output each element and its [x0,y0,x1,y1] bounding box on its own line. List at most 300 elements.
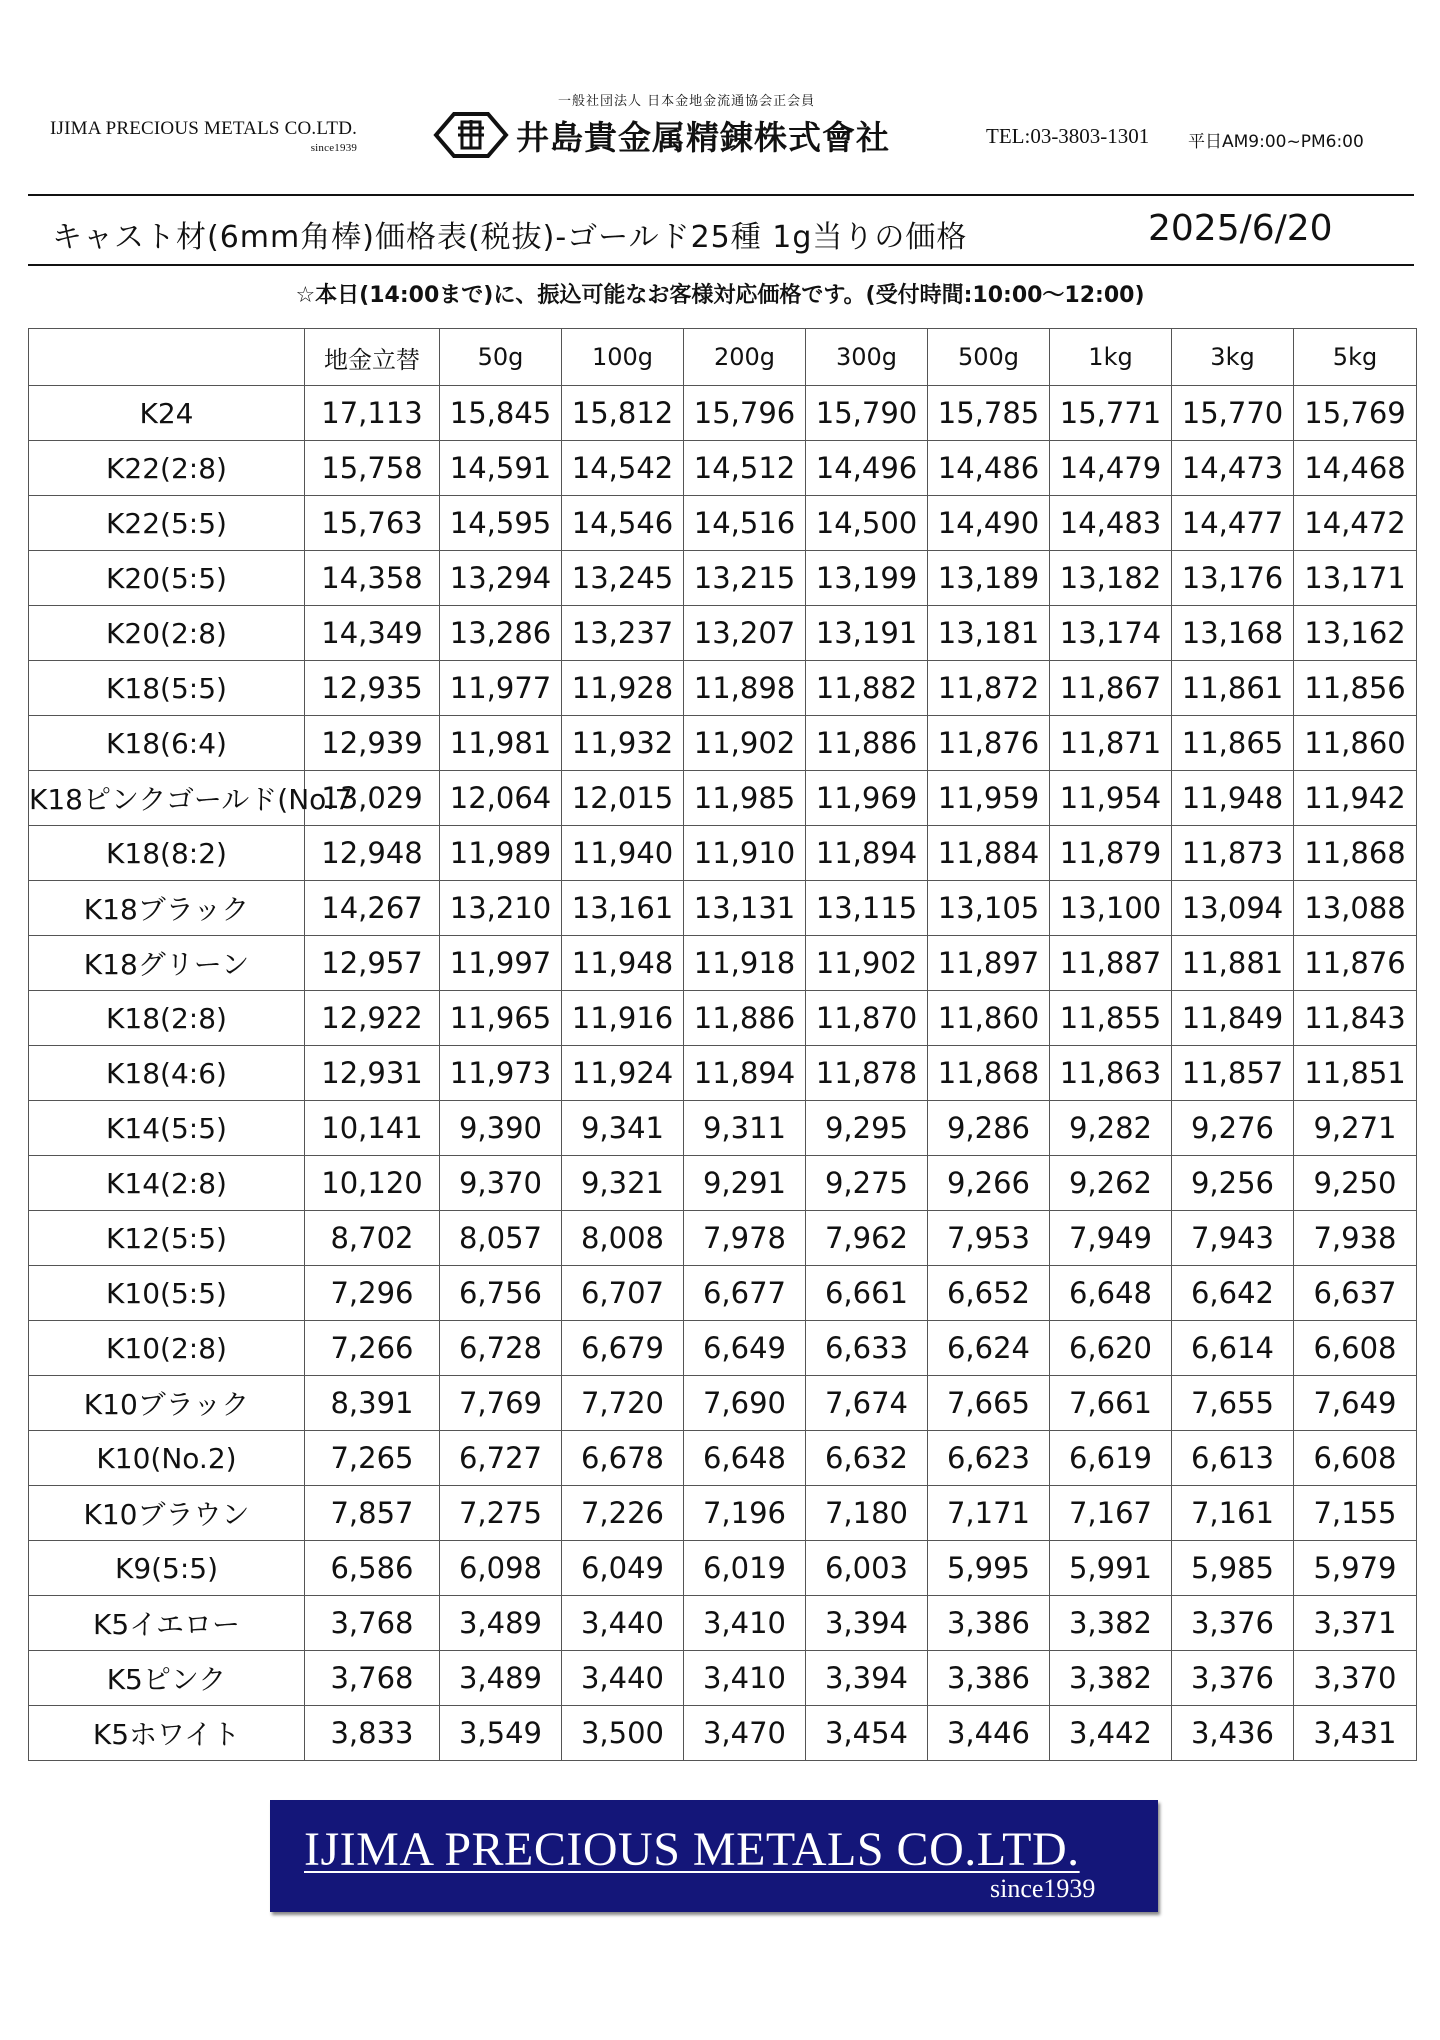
price-cell: 11,855 [1050,991,1172,1046]
company-name-en-text: IJIMA PRECIOUS METALS CO.LTD. [50,118,358,139]
price-cell: 7,655 [1172,1376,1294,1431]
price-cell: 6,613 [1172,1431,1294,1486]
price-cell: 11,878 [806,1046,928,1101]
price-cell: 7,196 [684,1486,806,1541]
column-header: 50g [440,329,562,386]
price-cell: 14,490 [928,496,1050,551]
price-cell: 3,370 [1294,1651,1417,1706]
price-cell: 12,939 [305,716,440,771]
price-cell: 11,881 [1172,936,1294,991]
alloy-name-cell: K10(No.2) [29,1431,305,1486]
price-cell: 3,454 [806,1706,928,1761]
price-date: 2025/6/20 [1148,208,1333,249]
price-cell: 12,064 [440,771,562,826]
price-cell: 7,661 [1050,1376,1172,1431]
table-row [29,1486,1417,1541]
price-cell: 3,394 [806,1596,928,1651]
price-cell: 3,382 [1050,1651,1172,1706]
price-cell: 14,516 [684,496,806,551]
banner-company-name: IJIMA PRECIOUS METALS CO.LTD. [304,1823,1080,1876]
price-cell: 6,677 [684,1266,806,1321]
price-cell: 9,250 [1294,1156,1417,1211]
price-cell: 3,833 [305,1706,440,1761]
price-cell: 11,965 [440,991,562,1046]
price-cell: 13,207 [684,606,806,661]
price-cell: 15,771 [1050,386,1172,441]
price-cell: 12,922 [305,991,440,1046]
alloy-name-cell: K18(5:5) [29,661,305,716]
price-cell: 5,979 [1294,1541,1417,1596]
price-cell: 6,049 [562,1541,684,1596]
price-cell: 11,857 [1172,1046,1294,1101]
price-cell: 13,171 [1294,551,1417,606]
price-cell: 9,341 [562,1101,684,1156]
price-cell: 13,168 [1172,606,1294,661]
price-cell: 6,661 [806,1266,928,1321]
price-cell: 13,182 [1050,551,1172,606]
alloy-name-cell: K10ブラウン [29,1486,305,1541]
price-cell: 11,948 [562,936,684,991]
company-banner [270,1800,1158,1912]
table-row [29,1376,1417,1431]
alloy-name-cell: K5ホワイト [29,1706,305,1761]
alloy-name-cell: K10ブラック [29,1376,305,1431]
price-cell: 11,886 [806,716,928,771]
price-cell: 9,275 [806,1156,928,1211]
column-header: 地金立替 [305,329,440,386]
price-cell: 14,479 [1050,441,1172,496]
price-cell: 7,275 [440,1486,562,1541]
price-cell: 14,477 [1172,496,1294,551]
company-name-english [50,118,358,154]
price-cell: 11,897 [928,936,1050,991]
price-cell: 5,991 [1050,1541,1172,1596]
price-cell: 13,199 [806,551,928,606]
price-cell: 11,879 [1050,826,1172,881]
table-row [29,606,1417,661]
price-cell: 3,386 [928,1651,1050,1706]
price-cell: 11,969 [806,771,928,826]
price-cell: 9,262 [1050,1156,1172,1211]
price-cell: 11,916 [562,991,684,1046]
alloy-name-cell: K24 [29,386,305,441]
table-row [29,1541,1417,1596]
alloy-name-cell: K22(5:5) [29,496,305,551]
price-cell: 9,271 [1294,1101,1417,1156]
price-cell: 12,015 [562,771,684,826]
price-cell: 6,728 [440,1321,562,1376]
title-bar [28,194,1414,266]
price-cell: 11,887 [1050,936,1172,991]
price-cell: 6,586 [305,1541,440,1596]
price-cell: 9,286 [928,1101,1050,1156]
column-header: 500g [928,329,1050,386]
price-cell: 11,868 [928,1046,1050,1101]
price-cell: 14,542 [562,441,684,496]
price-cell: 6,679 [562,1321,684,1376]
phone-number: TEL:03-3803-1301 [986,124,1150,148]
price-cell: 6,648 [684,1431,806,1486]
price-cell: 13,181 [928,606,1050,661]
price-cell: 9,291 [684,1156,806,1211]
price-cell: 11,876 [928,716,1050,771]
table-row [29,1596,1417,1651]
alloy-name-cell: K20(5:5) [29,551,305,606]
price-cell: 11,860 [928,991,1050,1046]
price-cell: 15,796 [684,386,806,441]
business-hours: 平日AM9:00~PM6:00 [1188,132,1364,152]
notice-text: ☆本日(14:00まで)に、振込可能なお客様対応価格です。(受付時間:10:00～12:00) [295,283,1145,308]
price-cell: 3,376 [1172,1651,1294,1706]
table-row [29,826,1417,881]
price-cell: 6,637 [1294,1266,1417,1321]
price-cell: 3,489 [440,1651,562,1706]
price-cell: 6,619 [1050,1431,1172,1486]
company-logo-icon [432,110,510,160]
table-row [29,441,1417,496]
price-cell: 13,105 [928,881,1050,936]
price-cell: 7,938 [1294,1211,1417,1266]
price-cell: 9,276 [1172,1101,1294,1156]
price-cell: 14,472 [1294,496,1417,551]
table-row [29,496,1417,551]
price-cell: 13,131 [684,881,806,936]
price-cell: 14,349 [305,606,440,661]
table-row [29,771,1417,826]
price-cell: 13,189 [928,551,1050,606]
price-cell: 13,210 [440,881,562,936]
price-cell: 14,473 [1172,441,1294,496]
price-cell: 11,898 [684,661,806,716]
price-cell: 15,785 [928,386,1050,441]
price-cell: 13,176 [1172,551,1294,606]
company-name-japanese: 井島貴金属精錬株式會社 [516,118,890,157]
price-cell: 9,390 [440,1101,562,1156]
price-cell: 11,924 [562,1046,684,1101]
price-cell: 7,180 [806,1486,928,1541]
price-cell: 3,382 [1050,1596,1172,1651]
price-cell: 12,957 [305,936,440,991]
price-cell: 5,985 [1172,1541,1294,1596]
price-cell: 7,167 [1050,1486,1172,1541]
price-cell: 15,770 [1172,386,1294,441]
price-cell: 7,649 [1294,1376,1417,1431]
table-row [29,1211,1417,1266]
price-cell: 6,620 [1050,1321,1172,1376]
price-cell: 11,981 [440,716,562,771]
price-cell: 11,910 [684,826,806,881]
price-cell: 11,954 [1050,771,1172,826]
table-row [29,1266,1417,1321]
table-row [29,1046,1417,1101]
price-cell: 13,088 [1294,881,1417,936]
price-cell: 11,942 [1294,771,1417,826]
table-header-row [29,329,1417,386]
price-cell: 12,935 [305,661,440,716]
price-cell: 3,440 [562,1596,684,1651]
since-label: since1939 [310,142,358,154]
price-cell: 13,294 [440,551,562,606]
letterhead [0,0,1440,190]
price-cell: 11,856 [1294,661,1417,716]
table-row [29,551,1417,606]
table-row [29,1706,1417,1761]
price-cell: 13,100 [1050,881,1172,936]
price-cell: 11,948 [1172,771,1294,826]
price-cell: 14,512 [684,441,806,496]
price-cell: 7,857 [305,1486,440,1541]
price-cell: 14,496 [806,441,928,496]
alloy-name-cell: K18(2:8) [29,991,305,1046]
price-cell: 6,633 [806,1321,928,1376]
price-cell: 7,962 [806,1211,928,1266]
price-cell: 6,019 [684,1541,806,1596]
price-cell: 3,436 [1172,1706,1294,1761]
table-row [29,936,1417,991]
price-cell: 11,863 [1050,1046,1172,1101]
price-cell: 12,931 [305,1046,440,1101]
price-cell: 13,029 [305,771,440,826]
price-cell: 6,649 [684,1321,806,1376]
price-cell: 11,884 [928,826,1050,881]
price-cell: 11,886 [684,991,806,1046]
price-cell: 7,266 [305,1321,440,1376]
alloy-name-cell: K10(2:8) [29,1321,305,1376]
price-cell: 11,870 [806,991,928,1046]
price-cell: 14,591 [440,441,562,496]
price-cell: 12,948 [305,826,440,881]
alloy-name-cell: K14(5:5) [29,1101,305,1156]
alloy-name-cell: K18ピンクゴールド(No.7 [29,771,305,826]
alloy-name-cell: K18(8:2) [29,826,305,881]
alloy-name-cell: K20(2:8) [29,606,305,661]
price-cell: 13,174 [1050,606,1172,661]
price-cell: 3,410 [684,1596,806,1651]
banner-since: since1939 [990,1874,1096,1903]
price-cell: 10,141 [305,1101,440,1156]
table-row [29,881,1417,936]
price-cell: 17,113 [305,386,440,441]
column-header: 100g [562,329,684,386]
price-cell: 11,959 [928,771,1050,826]
price-cell: 15,812 [562,386,684,441]
price-cell: 9,311 [684,1101,806,1156]
price-cell: 13,191 [806,606,928,661]
price-cell: 3,431 [1294,1706,1417,1761]
association-label: 一般社団法人 日本金地金流通協会正会員 [558,94,816,109]
column-header: 300g [806,329,928,386]
price-cell: 3,768 [305,1651,440,1706]
price-cell: 15,790 [806,386,928,441]
price-cell: 6,608 [1294,1321,1417,1376]
price-cell: 11,902 [684,716,806,771]
alloy-name-cell: K12(5:5) [29,1211,305,1266]
price-cell: 6,642 [1172,1266,1294,1321]
alloy-name-cell: K5ピンク [29,1651,305,1706]
price-cell: 14,500 [806,496,928,551]
price-cell: 3,500 [562,1706,684,1761]
price-cell: 11,872 [928,661,1050,716]
price-cell: 11,882 [806,661,928,716]
price-cell: 9,256 [1172,1156,1294,1211]
price-cell: 11,997 [440,936,562,991]
price-cell: 6,632 [806,1431,928,1486]
alloy-name-cell: K18(6:4) [29,716,305,771]
price-cell: 11,876 [1294,936,1417,991]
price-cell: 11,977 [440,661,562,716]
price-cell: 3,386 [928,1596,1050,1651]
price-cell: 3,470 [684,1706,806,1761]
alloy-name-cell: K18グリーン [29,936,305,991]
price-cell: 8,391 [305,1376,440,1431]
price-cell: 3,371 [1294,1596,1417,1651]
alloy-name-cell: K22(2:8) [29,441,305,496]
price-cell: 7,155 [1294,1486,1417,1541]
price-cell: 7,674 [806,1376,928,1431]
alloy-name-cell: K5イエロー [29,1596,305,1651]
price-cell: 11,928 [562,661,684,716]
price-cell: 10,120 [305,1156,440,1211]
price-cell: 11,940 [562,826,684,881]
price-cell: 3,410 [684,1651,806,1706]
price-cell: 14,468 [1294,441,1417,496]
price-cell: 11,849 [1172,991,1294,1046]
price-cell: 7,769 [440,1376,562,1431]
table-row [29,1321,1417,1376]
price-cell: 7,265 [305,1431,440,1486]
price-cell: 9,370 [440,1156,562,1211]
price-cell: 15,758 [305,441,440,496]
price-cell: 11,871 [1050,716,1172,771]
price-cell: 7,171 [928,1486,1050,1541]
price-cell: 3,489 [440,1596,562,1651]
price-cell: 13,286 [440,606,562,661]
price-cell: 6,756 [440,1266,562,1321]
price-cell: 11,861 [1172,661,1294,716]
price-cell: 3,442 [1050,1706,1172,1761]
alloy-name-cell: K10(5:5) [29,1266,305,1321]
price-cell: 11,865 [1172,716,1294,771]
table-row [29,1101,1417,1156]
price-cell: 9,295 [806,1101,928,1156]
price-cell: 6,727 [440,1431,562,1486]
price-cell: 13,237 [562,606,684,661]
price-cell: 6,098 [440,1541,562,1596]
price-cell: 11,902 [806,936,928,991]
alloy-name-cell: K9(5:5) [29,1541,305,1596]
price-cell: 13,215 [684,551,806,606]
alloy-name-cell: K14(2:8) [29,1156,305,1211]
alloy-name-cell: K18(4:6) [29,1046,305,1101]
price-cell: 7,161 [1172,1486,1294,1541]
price-cell: 15,769 [1294,386,1417,441]
price-cell: 9,282 [1050,1101,1172,1156]
table-row [29,1156,1417,1211]
price-cell: 9,321 [562,1156,684,1211]
price-cell: 11,989 [440,826,562,881]
price-cell: 6,652 [928,1266,1050,1321]
table-row [29,386,1417,441]
price-cell: 7,943 [1172,1211,1294,1266]
price-cell: 7,953 [928,1211,1050,1266]
table-row [29,991,1417,1046]
price-cell: 6,623 [928,1431,1050,1486]
header-cell-blank [29,329,305,386]
price-cell: 14,595 [440,496,562,551]
price-cell: 3,446 [928,1706,1050,1761]
price-cell: 11,973 [440,1046,562,1101]
price-cell: 3,768 [305,1596,440,1651]
price-cell: 11,918 [684,936,806,991]
table-row [29,661,1417,716]
price-cell: 7,690 [684,1376,806,1431]
price-cell: 11,843 [1294,991,1417,1046]
price-cell: 11,851 [1294,1046,1417,1101]
price-cell: 13,162 [1294,606,1417,661]
price-cell: 3,440 [562,1651,684,1706]
table-row [29,1431,1417,1486]
price-cell: 6,648 [1050,1266,1172,1321]
price-cell: 8,008 [562,1211,684,1266]
alloy-name-cell: K18ブラック [29,881,305,936]
price-cell: 15,845 [440,386,562,441]
price-cell: 6,608 [1294,1431,1417,1486]
page-title: キャスト材(6mm角棒)価格表(税抜)-ゴールド25種 1g当りの価格 [52,220,968,255]
price-cell: 13,094 [1172,881,1294,936]
price-cell: 11,860 [1294,716,1417,771]
price-cell: 3,549 [440,1706,562,1761]
price-cell: 7,226 [562,1486,684,1541]
price-cell: 11,894 [806,826,928,881]
price-cell: 6,678 [562,1431,684,1486]
price-cell: 8,702 [305,1211,440,1266]
column-header: 1kg [1050,329,1172,386]
price-cell: 11,868 [1294,826,1417,881]
column-header: 5kg [1294,329,1417,386]
table-row [29,716,1417,771]
price-cell: 6,707 [562,1266,684,1321]
price-cell: 7,978 [684,1211,806,1266]
price-cell: 13,115 [806,881,928,936]
price-cell: 14,546 [562,496,684,551]
price-cell: 13,245 [562,551,684,606]
price-cell: 6,624 [928,1321,1050,1376]
price-cell: 14,267 [305,881,440,936]
price-cell: 7,949 [1050,1211,1172,1266]
price-cell: 11,894 [684,1046,806,1101]
price-cell: 11,985 [684,771,806,826]
table-body [29,386,1417,1761]
price-cell: 9,266 [928,1156,1050,1211]
price-cell: 3,394 [806,1651,928,1706]
price-cell: 3,376 [1172,1596,1294,1651]
price-cell: 6,003 [806,1541,928,1596]
price-cell: 7,296 [305,1266,440,1321]
price-cell: 5,995 [928,1541,1050,1596]
price-cell: 8,057 [440,1211,562,1266]
price-cell: 7,720 [562,1376,684,1431]
price-cell: 6,614 [1172,1321,1294,1376]
price-cell: 11,932 [562,716,684,771]
price-table [28,328,1417,1761]
price-cell: 14,358 [305,551,440,606]
price-cell: 13,161 [562,881,684,936]
price-cell: 11,873 [1172,826,1294,881]
price-cell: 11,867 [1050,661,1172,716]
table-row [29,1651,1417,1706]
column-header: 200g [684,329,806,386]
price-cell: 14,486 [928,441,1050,496]
